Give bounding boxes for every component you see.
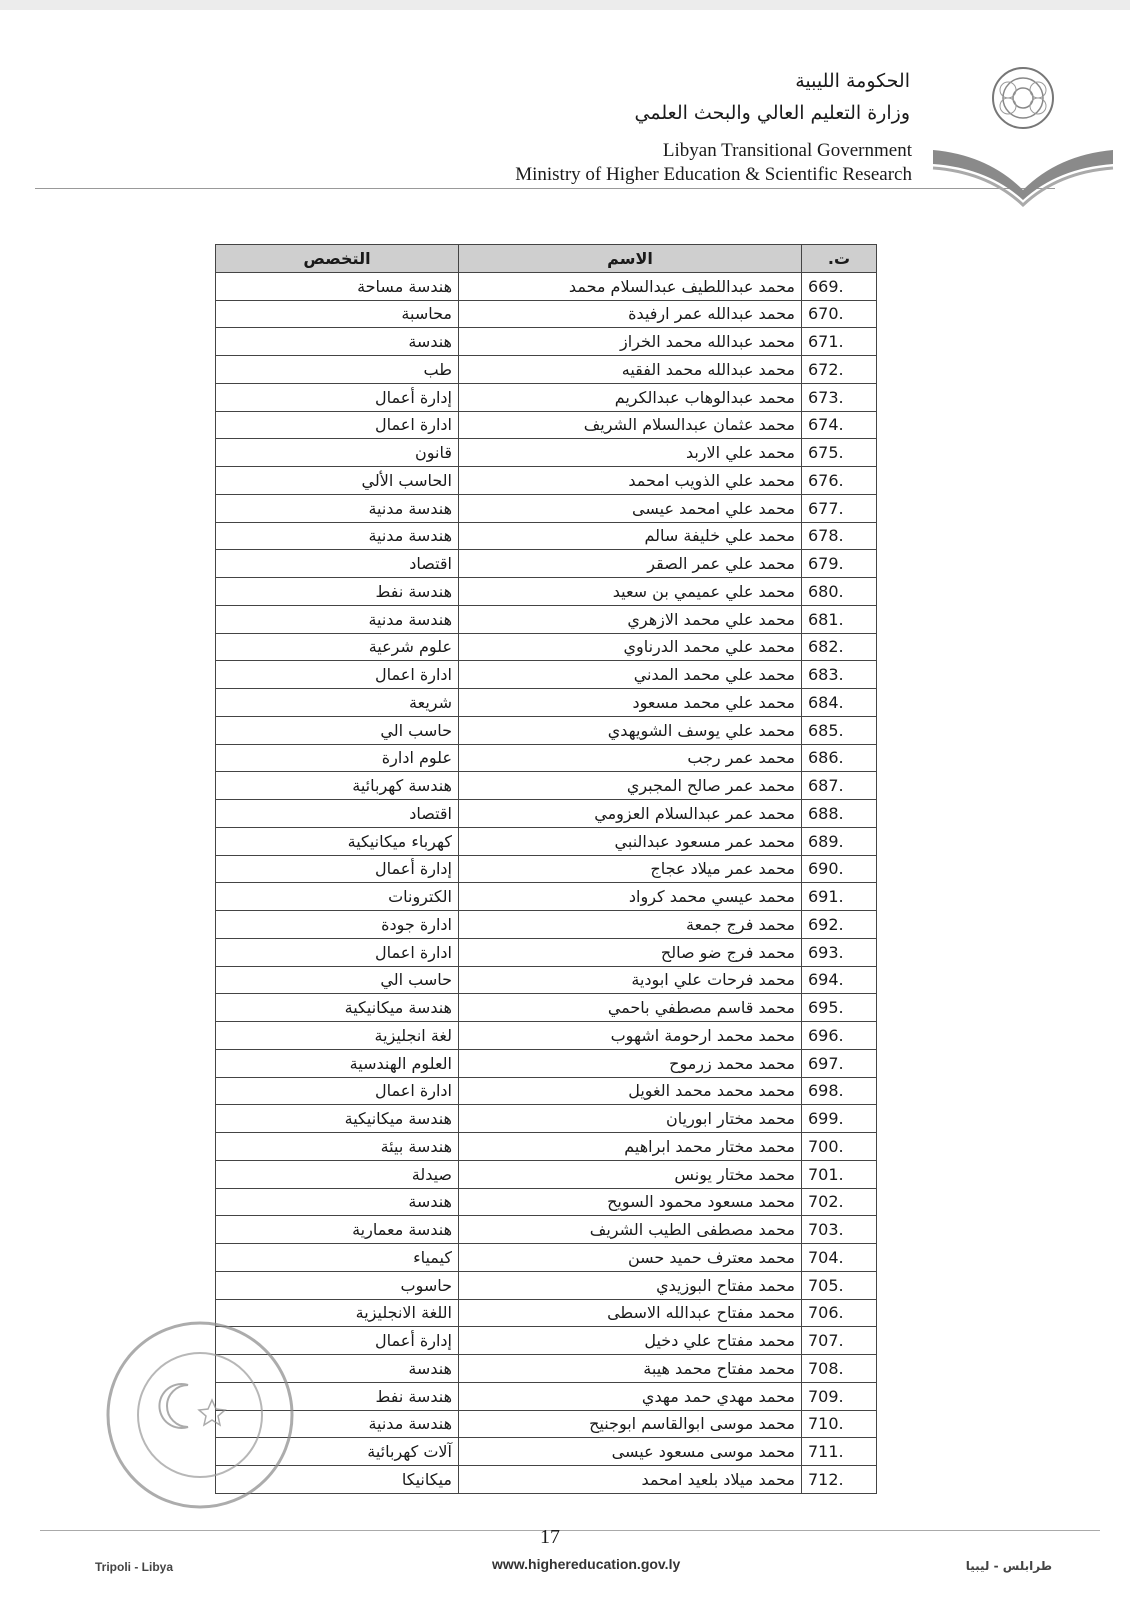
number-cell: 709.	[802, 1382, 877, 1410]
number-cell: 697.	[802, 1049, 877, 1077]
number-cell: 693.	[802, 938, 877, 966]
specialty-cell: هندسة	[216, 1355, 459, 1383]
number-cell: 687.	[802, 772, 877, 800]
number-cell: 690.	[802, 855, 877, 883]
specialty-cell: هندسة نفط	[216, 1382, 459, 1410]
table-row	[216, 578, 877, 606]
name-cell: محمد موسى مسعود عيسى	[459, 1438, 802, 1466]
name-cell: محمد علي الاربد	[459, 439, 802, 467]
number-cell: 698.	[802, 1077, 877, 1105]
specialty-cell: قانون	[216, 439, 459, 467]
table-row	[216, 411, 877, 439]
specialty-cell: علوم ادارة	[216, 744, 459, 772]
number-cell: 673.	[802, 383, 877, 411]
name-cell: محمد مفتاح البوزيدي	[459, 1271, 802, 1299]
table-row	[216, 439, 877, 467]
table-row	[216, 494, 877, 522]
table-row	[216, 716, 877, 744]
specialty-cell: حاسوب	[216, 1271, 459, 1299]
name-cell: محمد عمر عبدالسلام العزومي	[459, 800, 802, 828]
scan-top-edge	[0, 0, 1130, 10]
footer-divider	[40, 1530, 1100, 1531]
table-row	[216, 272, 877, 300]
name-cell: محمد محمد محمد الغويل	[459, 1077, 802, 1105]
name-cell: محمد عمر مسعود عبدالنبي	[459, 827, 802, 855]
number-cell: 703.	[802, 1216, 877, 1244]
specialty-cell: هندسة مدنية	[216, 1410, 459, 1438]
number-cell: 682.	[802, 633, 877, 661]
specialty-cell: هندسة	[216, 1188, 459, 1216]
name-cell: محمد عيسي محمد كرواد	[459, 883, 802, 911]
name-cell: محمد مصطفى الطيب الشريف	[459, 1216, 802, 1244]
number-cell: 708.	[802, 1355, 877, 1383]
name-cell: محمد علي الذويب امحمد	[459, 467, 802, 495]
number-cell: 704.	[802, 1244, 877, 1272]
name-cell: محمد مختار محمد ابراهيم	[459, 1133, 802, 1161]
table-row	[216, 522, 877, 550]
table-row	[216, 1022, 877, 1050]
government-name-english: Libyan Transitional Government	[662, 140, 912, 161]
name-cell: محمد معترف حميد حسن	[459, 1244, 802, 1272]
number-cell: 702.	[802, 1188, 877, 1216]
table-row	[216, 328, 877, 356]
number-cell: 694.	[802, 966, 877, 994]
table-row	[216, 1133, 877, 1161]
specialty-cell: هندسة معمارية	[216, 1216, 459, 1244]
name-cell: محمد فرج ضو صالح	[459, 938, 802, 966]
ministry-name-english: Ministry of Higher Education & Scientific Research	[515, 164, 912, 185]
specialty-cell: هندسة	[216, 328, 459, 356]
specialty-cell: حاسب الي	[216, 716, 459, 744]
ministry-logo-icon	[928, 60, 1118, 210]
table-row	[216, 300, 877, 328]
specialty-cell: محاسبة	[216, 300, 459, 328]
name-cell: محمد علي محمد الدرناوي	[459, 633, 802, 661]
number-cell: 680.	[802, 578, 877, 606]
specialty-cell: صيدلة	[216, 1160, 459, 1188]
name-cell: محمد مسعود محمود السويح	[459, 1188, 802, 1216]
header-specialty: التخصص	[216, 245, 459, 273]
table-row	[216, 1216, 877, 1244]
specialty-cell: ادارة اعمال	[216, 411, 459, 439]
table-row	[216, 1355, 877, 1383]
number-cell: 710.	[802, 1410, 877, 1438]
number-cell: 683.	[802, 661, 877, 689]
name-cell: محمد علي عمر الصقر	[459, 550, 802, 578]
table-row	[216, 467, 877, 495]
name-cell: محمد موسى ابوالقاسم ابوجنيح	[459, 1410, 802, 1438]
specialty-cell: علوم شرعية	[216, 633, 459, 661]
table-row	[216, 1271, 877, 1299]
number-cell: 699.	[802, 1105, 877, 1133]
footer-city-arabic: طرابلس - ليبيا	[965, 1559, 1052, 1573]
footer-website-link[interactable]: www.highereducation.gov.ly	[492, 1556, 681, 1572]
specialty-cell: هندسة مدنية	[216, 522, 459, 550]
table-row	[216, 383, 877, 411]
name-cell: محمد ميلاد بلعيد امحمد	[459, 1466, 802, 1494]
specialty-cell: آلات كهربائية	[216, 1438, 459, 1466]
name-cell: محمد مختار يونس	[459, 1160, 802, 1188]
number-cell: 677.	[802, 494, 877, 522]
specialty-cell: ادارة اعمال	[216, 938, 459, 966]
number-cell: 674.	[802, 411, 877, 439]
table-row	[216, 550, 877, 578]
table-row	[216, 1160, 877, 1188]
table-row	[216, 1049, 877, 1077]
name-cell: محمد محمد زرموح	[459, 1049, 802, 1077]
name-cell: محمد عمر رجب	[459, 744, 802, 772]
specialty-cell: هندسة ميكانيكية	[216, 994, 459, 1022]
specialty-cell: هندسة مدنية	[216, 494, 459, 522]
table-row	[216, 1244, 877, 1272]
letterhead	[0, 60, 1130, 210]
table-row	[216, 1438, 877, 1466]
specialty-cell: اقتصاد	[216, 800, 459, 828]
table-row	[216, 744, 877, 772]
number-cell: 676.	[802, 467, 877, 495]
number-cell: 669.	[802, 272, 877, 300]
table-row	[216, 966, 877, 994]
page-number: 17	[540, 1526, 560, 1548]
table-row	[216, 883, 877, 911]
name-cell: محمد عبدالله عمر ارفيدة	[459, 300, 802, 328]
table-row	[216, 1105, 877, 1133]
table-row	[216, 661, 877, 689]
specialty-cell: هندسة نفط	[216, 578, 459, 606]
name-cell: محمد عبدالله محمد الفقيه	[459, 356, 802, 384]
table-row	[216, 938, 877, 966]
number-cell: 689.	[802, 827, 877, 855]
table-row	[216, 827, 877, 855]
number-cell: 711.	[802, 1438, 877, 1466]
number-cell: 706.	[802, 1299, 877, 1327]
number-cell: 671.	[802, 328, 877, 356]
number-cell: 696.	[802, 1022, 877, 1050]
table-row	[216, 1299, 877, 1327]
number-cell: 712.	[802, 1466, 877, 1494]
number-cell: 700.	[802, 1133, 877, 1161]
specialty-cell: كيمياء	[216, 1244, 459, 1272]
table-header-row	[216, 245, 877, 273]
name-cell: محمد مهدي حمد مهدي	[459, 1382, 802, 1410]
table-row	[216, 772, 877, 800]
table-row	[216, 356, 877, 384]
specialty-cell: ادارة اعمال	[216, 1077, 459, 1105]
name-cell: محمد عبدالوهاب عبدالكريم	[459, 383, 802, 411]
specialty-cell: إدارة أعمال	[216, 383, 459, 411]
specialty-cell: اللغة الانجليزية	[216, 1299, 459, 1327]
specialty-cell: هندسة بيئة	[216, 1133, 459, 1161]
number-cell: 695.	[802, 994, 877, 1022]
name-cell: محمد علي يوسف الشويهدي	[459, 716, 802, 744]
table-row	[216, 1327, 877, 1355]
name-cell: محمد عثمان عبدالسلام الشريف	[459, 411, 802, 439]
table-row	[216, 1466, 877, 1494]
name-cell: محمد مختار ابوريان	[459, 1105, 802, 1133]
specialty-cell: العلوم الهندسية	[216, 1049, 459, 1077]
table-row	[216, 605, 877, 633]
number-cell: 679.	[802, 550, 877, 578]
footer-city-english: Tripoli - Libya	[95, 1560, 174, 1574]
name-cell: محمد فرحات علي ابودية	[459, 966, 802, 994]
name-cell: محمد قاسم مصطفي باحمي	[459, 994, 802, 1022]
name-cell: محمد فرج جمعة	[459, 911, 802, 939]
name-cell: محمد مفتاح علي دخيل	[459, 1327, 802, 1355]
number-cell: 707.	[802, 1327, 877, 1355]
ministry-name-arabic: وزارة التعليم العالي والبحث العلمي	[634, 102, 910, 124]
header-number: ت.	[802, 245, 877, 273]
number-cell: 681.	[802, 605, 877, 633]
header-name: الاسم	[459, 245, 802, 273]
table-row	[216, 855, 877, 883]
names-table	[215, 244, 877, 1494]
table-row	[216, 633, 877, 661]
specialty-cell: إدارة أعمال	[216, 855, 459, 883]
table-row	[216, 689, 877, 717]
table-row	[216, 911, 877, 939]
name-cell: محمد عمر ميلاد عجاج	[459, 855, 802, 883]
specialty-cell: لغة انجليزية	[216, 1022, 459, 1050]
name-cell: محمد عبدالله محمد الخراز	[459, 328, 802, 356]
number-cell: 678.	[802, 522, 877, 550]
table-body	[216, 272, 877, 1493]
name-cell: محمد علي محمد المدني	[459, 661, 802, 689]
specialty-cell: حاسب الي	[216, 966, 459, 994]
name-cell: محمد عمر صالح المجبري	[459, 772, 802, 800]
number-cell: 684.	[802, 689, 877, 717]
number-cell: 670.	[802, 300, 877, 328]
table-row	[216, 1382, 877, 1410]
specialty-cell: إدارة أعمال	[216, 1327, 459, 1355]
official-stamp-icon	[100, 1315, 300, 1515]
table-row	[216, 1188, 877, 1216]
specialty-cell: ميكانيكا	[216, 1466, 459, 1494]
name-cell: محمد مفتاح محمد هيبة	[459, 1355, 802, 1383]
number-cell: 691.	[802, 883, 877, 911]
name-cell: محمد علي محمد مسعود	[459, 689, 802, 717]
number-cell: 705.	[802, 1271, 877, 1299]
name-cell: محمد محمد ارحومة اشهوب	[459, 1022, 802, 1050]
name-cell: محمد علي عميمي بن سعيد	[459, 578, 802, 606]
specialty-cell: الحاسب الألي	[216, 467, 459, 495]
number-cell: 692.	[802, 911, 877, 939]
number-cell: 675.	[802, 439, 877, 467]
name-cell: محمد عبداللطيف عبدالسلام محمد	[459, 272, 802, 300]
name-cell: محمد علي محمد الازهري	[459, 605, 802, 633]
specialty-cell: هندسة كهربائية	[216, 772, 459, 800]
header-divider	[35, 188, 1055, 189]
table-row	[216, 994, 877, 1022]
specialty-cell: هندسة مساحة	[216, 272, 459, 300]
number-cell: 688.	[802, 800, 877, 828]
number-cell: 672.	[802, 356, 877, 384]
specialty-cell: اقتصاد	[216, 550, 459, 578]
specialty-cell: هندسة ميكانيكية	[216, 1105, 459, 1133]
table-row	[216, 1410, 877, 1438]
table-row	[216, 1077, 877, 1105]
number-cell: 686.	[802, 744, 877, 772]
number-cell: 701.	[802, 1160, 877, 1188]
name-cell: محمد علي امحمد عيسى	[459, 494, 802, 522]
number-cell: 685.	[802, 716, 877, 744]
name-cell: محمد مفتاح عبدالله الاسطى	[459, 1299, 802, 1327]
name-cell: محمد علي خليفة سالم	[459, 522, 802, 550]
specialty-cell: هندسة مدنية	[216, 605, 459, 633]
specialty-cell: ادارة جودة	[216, 911, 459, 939]
specialty-cell: الكترونات	[216, 883, 459, 911]
specialty-cell: طب	[216, 356, 459, 384]
specialty-cell: شريعة	[216, 689, 459, 717]
government-name-arabic: الحكومة الليبية	[795, 70, 910, 92]
specialty-cell: كهرباء ميكانيكية	[216, 827, 459, 855]
table-row	[216, 800, 877, 828]
specialty-cell: ادارة اعمال	[216, 661, 459, 689]
